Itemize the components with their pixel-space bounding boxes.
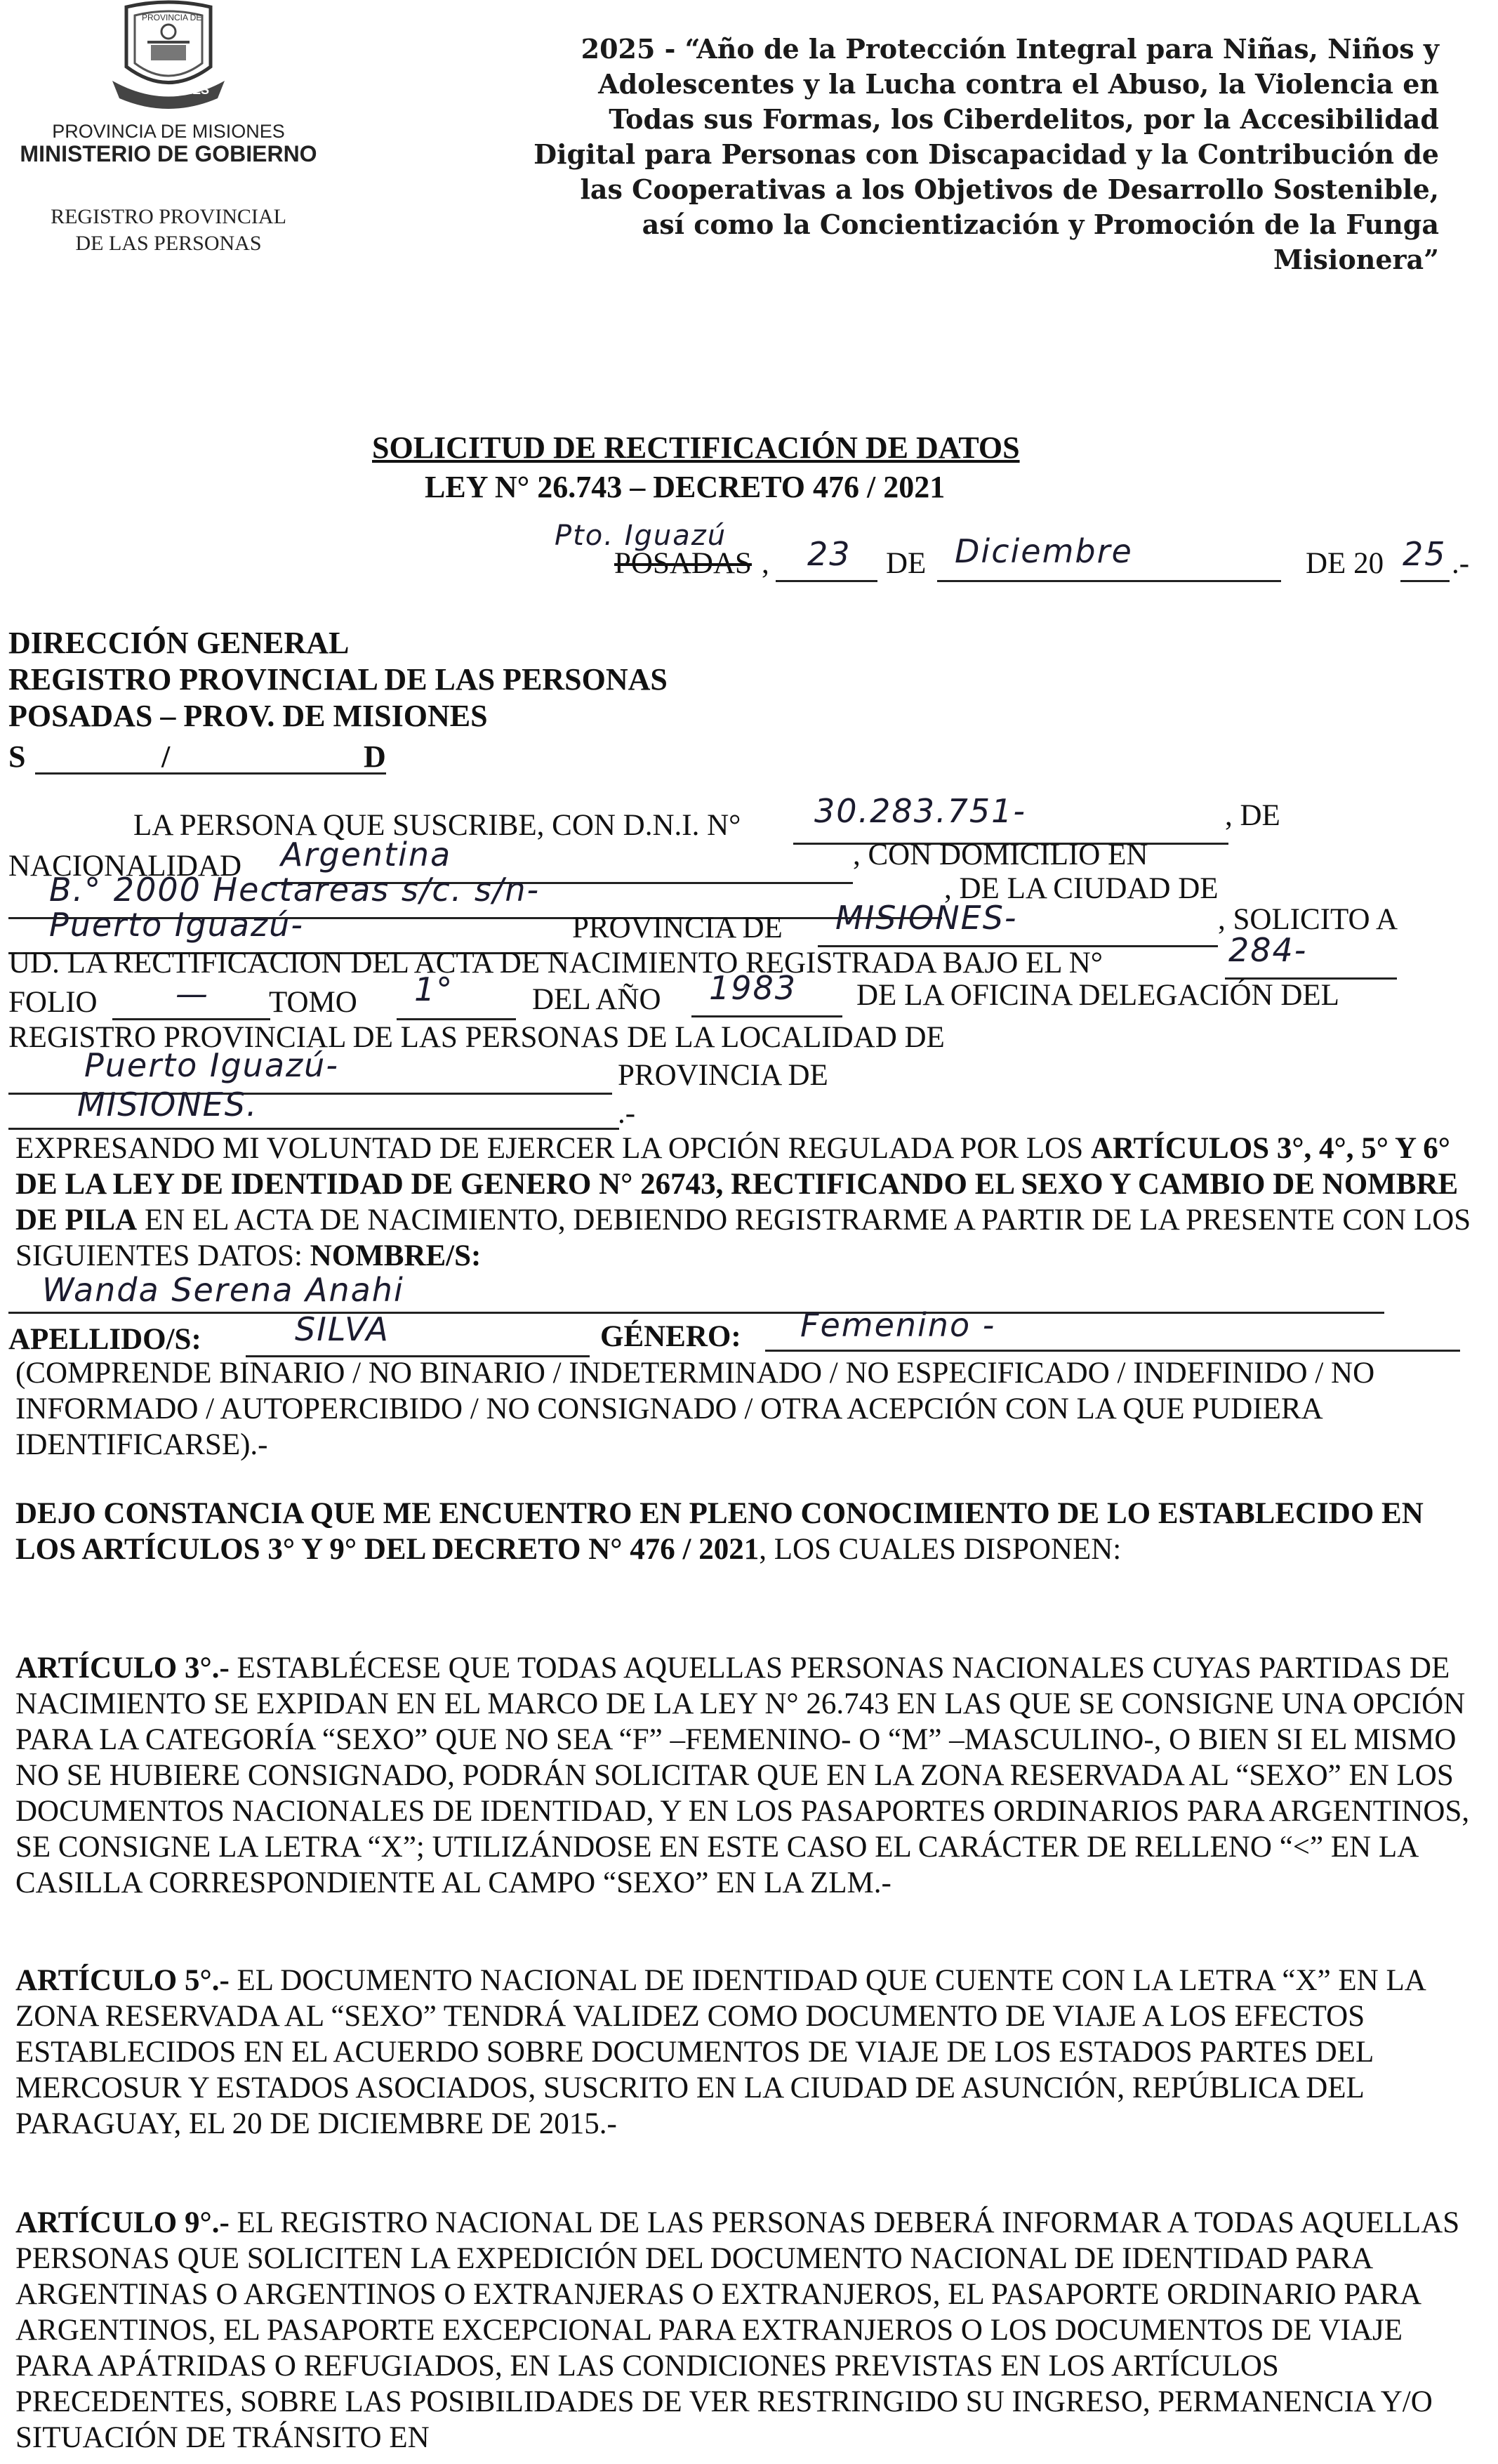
seal-caption: MISIONES <box>147 83 210 97</box>
folio-label: FOLIO <box>8 986 98 1019</box>
registry-line-1: REGISTRO PROVINCIAL <box>51 205 286 228</box>
genero-value: Femenino - <box>800 1306 996 1344</box>
article-9: ARTÍCULO 9°.- EL REGISTRO NACIONAL DE LAS PERSONAS DEBERÁ INFORMAR A TODAS AQUELLAS PERSONAS QUE SOLICITEN LA EXPEDICIÓN DEL DOCUMENTO NACIONAL DE IDENTIDAD PARA ARGENTINAS O ARGENTINOS O EXTRANJERAS O EXTRANJEROS, EL PASAPORTE ORDINARIO PARA ARGENTINOS, EL PASAPORTE EXCEPCIONAL PARA EXTRANJEROS O LOS DOCUMENTOS DE VIAJE PARA APÁTRIDAS O REFUGIADOS, EN LAS CONDICIONES PREVISTAS EN LOS ARTÍCULOS PRECEDENTES, SOBRE LAS POSIBILIDADES DE VER RESTRINGIDO SU INGRESO, PERMANENCIA Y/O SITUACIÓN DE TRÁNSITO EN <box>15 2206 1460 2454</box>
provincia2-value: MISIONES. <box>77 1086 258 1124</box>
addressee-line-2: REGISTRO PROVINCIAL DE LAS PERSONAS <box>8 662 668 697</box>
date-de-1: DE <box>886 547 927 580</box>
article-5: ARTÍCULO 5°.- EL DOCUMENTO NACIONAL DE IDENTIDAD QUE CUENTE CON LA LETRA “X” EN LA ZONA RESERVADA AL “SEXO” TENDRÁ VALIDEZ COMO DOCUMENTO DE VIAJE A LOS EFECTOS ESTABLECIDOS EN EL ACUERDO SOBRE DOCUMENTOS DE VIAJE DE LOS ESTADOS PARTES DEL MERCOSUR Y ESTADOS ASOCIADOS, SUSCRITO EN LA CIUDAD DE ASUNCIÓN, REPÚBLICA DEL PARAGUAY, EL 20 DE DICIEMBRE DE 2015.- <box>15 1964 1425 2140</box>
apellidos-label: APELLIDO/S: <box>8 1323 201 1356</box>
date-year: 25 <box>1403 535 1447 573</box>
provincia-value: MISIONES- <box>835 899 1018 937</box>
form-law: LEY N° 26.743 – DECRETO 476 / 2021 <box>425 470 946 504</box>
dni-value: 30.283.751- <box>814 792 1026 830</box>
form-title: SOLICITUD DE RECTIFICACIÓN DE DATOS <box>372 430 1020 465</box>
domicilio-value: B.° 2000 Hectareas s/c. s/n- <box>49 871 541 909</box>
ano-label: DEL AÑO <box>532 983 661 1016</box>
genero-label: GÉNERO: <box>600 1320 741 1353</box>
ministry-name: MINISTERIO DE GOBIERNO <box>20 141 317 166</box>
nacionalidad-value: Argentina <box>281 836 452 874</box>
ud-label: UD. LA RECTIFICACION DEL ACTA DE NACIMIENTO REGISTRADA BAJO EL N° <box>8 947 1103 980</box>
localidad-value: Puerto Iguazú- <box>84 1046 339 1084</box>
printed-place: POSADAS <box>614 547 752 580</box>
sd-slash: / <box>161 739 171 774</box>
nombres-value: Wanda Serena Anahi <box>42 1271 404 1309</box>
intro-label: LA PERSONA QUE SUSCRIBE, CON D.N.I. N° <box>133 809 741 842</box>
sd-d: D <box>364 739 386 774</box>
province-name: PROVINCIA DE MISIONES <box>52 121 285 142</box>
addressee-line-1: DIRECCIÓN GENERAL <box>8 626 350 660</box>
ano-value: 1983 <box>709 969 797 1007</box>
province-seal <box>98 0 239 112</box>
apellidos-value: SILVA <box>295 1310 390 1348</box>
date-de-2: DE 20 <box>1306 547 1384 580</box>
handwritten-place: Pto. Iguazú <box>555 520 727 552</box>
addressee-line-3: POSADAS – PROV. DE MISIONES <box>8 699 488 733</box>
tomo-value: 1° <box>414 970 454 1008</box>
date-day: 23 <box>807 535 851 573</box>
article-3: ARTÍCULO 3°.- ESTABLÉCESE QUE TODAS AQUELLAS PERSONAS NACIONALES CUYAS PARTIDAS DE NACIMIENTO SE EXPIDAN EN EL MARCO DE LA LEY N° 26.743 EN LAS QUE SE CONSIGNE UNA OPCIÓN PARA LA CATEGORÍA “SEXO” QUE NO SEA “F” –FEMENINO- O “M” –MASCULINO-, O BIEN SI EL MISMO NO SE HUBIERE CONSIGNADO, PODRÁN SOLICITAR QUE EN LA ZONA RESERVADA AL “SEXO” EN LOS DOCUMENTOS NACIONALES DE IDENTIDAD, Y EN LOS PASAPORTES ORDINARIOS PARA ARGENTINOS, SE CONSIGNE LA LETRA “X”; UTILIZÁNDOSE EN ESTE CASO EL CARÁCTER DE RELLENO “<” EN LA CASILLA CORRESPONDIENTE AL CAMPO “SEXO” EN LA ZLM.- <box>15 1652 1470 1899</box>
year-motto: 2025 - “Año de la Protección Integral para Niñas, Niños y Adolescentes y la Lucha contra el Abuso, la Violencia en Todas sus Formas, los Ciberdelitos, por la Accesibilidad Digital para Personas con Discapacidad y la Contribución de las Cooperativas a los Objetivos de Desarrollo Sostenible, así como la Concientización y Promoción de la Funga Misionera” <box>533 33 1439 275</box>
registro-localidad-label: REGISTRO PROVINCIAL DE LAS PERSONAS DE LA LOCALIDAD DE <box>8 1021 945 1054</box>
acta-number: 284- <box>1228 931 1308 969</box>
registry-line-2: DE LAS PERSONAS <box>75 232 262 255</box>
date-month: Diciembre <box>955 532 1133 570</box>
sd-s: S <box>8 739 26 774</box>
constancia-paragraph: DEJO CONSTANCIA QUE ME ENCUENTRO EN PLENO CONOCIMIENTO DE LO ESTABLECIDO EN LOS ARTÍCULOS 3° Y 9° DEL DECRETO N° 476 / 2021, LOS CUALES DISPONEN: <box>15 1497 1424 1566</box>
request-paragraph: EXPRESANDO MI VOLUNTAD DE EJERCER LA OPCIÓN REGULADA POR LOS ARTÍCULOS 3°, 4°, 5° Y 6° DE LA LEY DE IDENTIDAD DE GENERO N° 26743, RECTIFICANDO EL SEXO Y CAMBIO DE NOMBRE DE PILA EN EL ACTA DE NACIMIENTO, DEBIENDO REGISTRARME A PARTIR DE LA PRESENTE CON LOS SIGUIENTES DATOS: NOMBRE/S: <box>15 1132 1471 1272</box>
tomo-label: TOMO <box>269 986 357 1019</box>
folio-value: — <box>175 975 209 1013</box>
ciudad-value: Puerto Iguazú- <box>49 906 304 944</box>
seal-top-text: PROVINCIA DE <box>142 13 202 22</box>
nacionalidad-label: NACIONALIDAD <box>8 850 242 883</box>
genero-options: (COMPRENDE BINARIO / NO BINARIO / INDETERMINADO / NO ESPECIFICADO / INDEFINIDO / NO INFORMADO / AUTOPERCIBIDO / NO CONSIGNADO / OTRA ACEPCIÓN CON LA QUE PUDIERA IDENTIFICARSE).- <box>15 1357 1375 1461</box>
